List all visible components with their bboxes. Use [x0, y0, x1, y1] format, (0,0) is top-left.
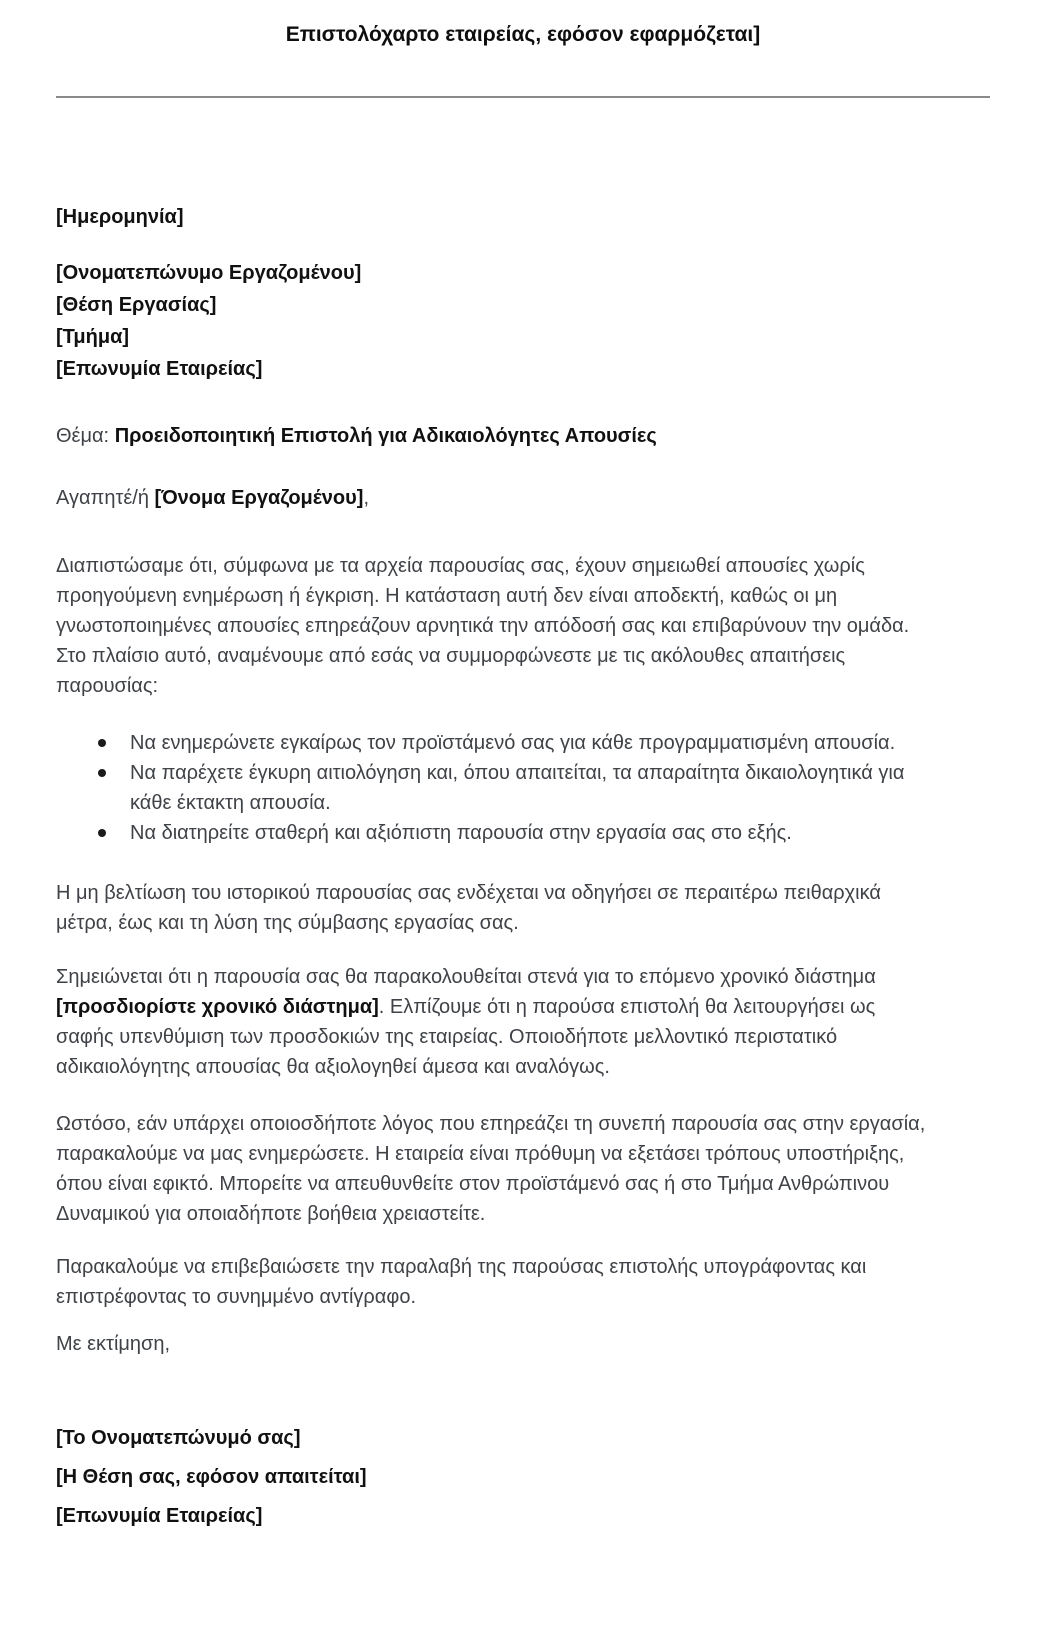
monitoring-text-before: Σημειώνεται ότι η παρουσία σας θα παρακολουθείται στενά για το επόμενο χρονικό διάστημα — [56, 966, 876, 988]
time-period-placeholder: [προσδιορίστε χρονικό διάστημα] — [56, 996, 379, 1018]
salutation-prefix: Αγαπητέ/ή — [56, 487, 149, 509]
paragraph-disciplinary-warning: Η μη βελτίωση του ιστορικού παρουσίας σας ενδέχεται να οδηγήσει σε περαιτέρω πειθαρχικά μέτρα, έως και τη λύση της σύμβασης εργασίας σας. — [56, 882, 881, 934]
paragraph-monitoring — [56, 962, 936, 1082]
sender-position-placeholder: [Η Θέση σας, εφόσον απαιτείται] — [56, 1466, 367, 1488]
sender-name-placeholder: [Το Ονοματεπώνυμό σας] — [56, 1427, 301, 1449]
paragraph-acknowledgement: Παρακαλούμε να επιβεβαιώσετε την παραλαβή της παρούσας επιστολής υπογράφοντας και επιστρέφοντας το συνημμένο αντίγραφο. — [56, 1256, 867, 1308]
list-item — [56, 758, 936, 818]
recipient-company-placeholder: [Επωνυμία Εταιρείας] — [56, 358, 263, 380]
list-item — [56, 728, 936, 758]
recipient-department-placeholder: [Τμήμα] — [56, 326, 130, 348]
subject-line — [56, 421, 936, 451]
list-item-text: Να παρέχετε έγκυρη αιτιολόγηση και, όπου απαιτείται, τα απαραίτητα δικαιολογητικά για κάθε έκτακτη απουσία. — [130, 762, 905, 814]
recipient-block — [56, 257, 990, 385]
salutation-suffix: , — [363, 487, 370, 509]
sender-company-placeholder: [Επωνυμία Εταιρείας] — [56, 1505, 263, 1527]
monitoring-text-after: . Ελπίζουμε ότι η παρούσα επιστολή θα λειτουργήσει ως σαφής υπενθύμιση των προσδοκιών της εταιρείας. Οποιοδήποτε μελλοντικό περιστατικό αδικαιολόγητης απουσίας θα αξιολογηθεί άμεσα και αναλόγως. — [56, 996, 876, 1078]
recipient-position-placeholder: [Θέση Εργασίας] — [56, 294, 217, 316]
header-divider — [56, 96, 990, 98]
letterhead-note: Επιστολόχαρτο εταιρείας, εφόσον εφαρμόζεται] — [285, 23, 761, 46]
attendance-requirements-list — [56, 728, 936, 848]
subject-title: Προειδοποιητική Επιστολή για Αδικαιολόγητες Απουσίες — [114, 425, 657, 447]
recipient-name-placeholder: [Ονοματεπώνυμο Εργαζομένου] — [56, 262, 362, 284]
bullet-icon — [98, 829, 106, 837]
list-item — [56, 818, 936, 848]
list-item-text: Να διατηρείτε σταθερή και αξιόπιστη παρουσία στην εργασία σας στο εξής. — [130, 822, 792, 844]
paragraph-support: Ωστόσο, εάν υπάρχει οποιοσδήποτε λόγος που επηρεάζει τη συνεπή παρουσία σας στην εργασία, παρακαλούμε να μας ενημερώσετε. Η εταιρεία είναι πρόθυμη να εξετάσει τρόπους υποστήριξης, όπου είναι εφικτό. Μπορείτε να απευθυνθείτε στον προϊστάμενό σας ή στο Τμήμα Ανθρώπινου Δυναμικού για οποιαδήποτε βοήθεια χρειαστείτε. — [56, 1113, 926, 1225]
bullet-icon — [98, 739, 106, 747]
valediction: Με εκτίμηση, — [56, 1333, 171, 1355]
subject-label: Θέμα: — [56, 425, 110, 447]
date-placeholder: [Ημερομηνία] — [56, 206, 184, 228]
signature-block — [56, 1419, 990, 1536]
bullet-icon — [98, 769, 106, 777]
salutation — [56, 483, 936, 513]
employee-name-placeholder: [Όνομα Εργαζομένου] — [154, 487, 364, 509]
list-item-text: Να ενημερώνετε εγκαίρως τον προϊστάμενό σας για κάθε προγραμματισμένη απουσία. — [130, 732, 896, 754]
paragraph-intro: Διαπιστώσαμε ότι, σύμφωνα με τα αρχεία παρουσίας σας, έχουν σημειωθεί απουσίες χωρίς προηγούμενη ενημέρωση ή έγκριση. Η κατάσταση αυτή δεν είναι αποδεκτή, καθώς οι μη γνωστοποιημένες απουσίες επηρεάζουν αρνητικά την απόδοσή σας και επιβαρύνουν την ομάδα. Στο πλαίσιο αυτό, αναμένουμε από εσάς να συμμορφώνεστε με τις ακόλουθες απαιτήσεις παρουσίας: — [56, 555, 910, 697]
